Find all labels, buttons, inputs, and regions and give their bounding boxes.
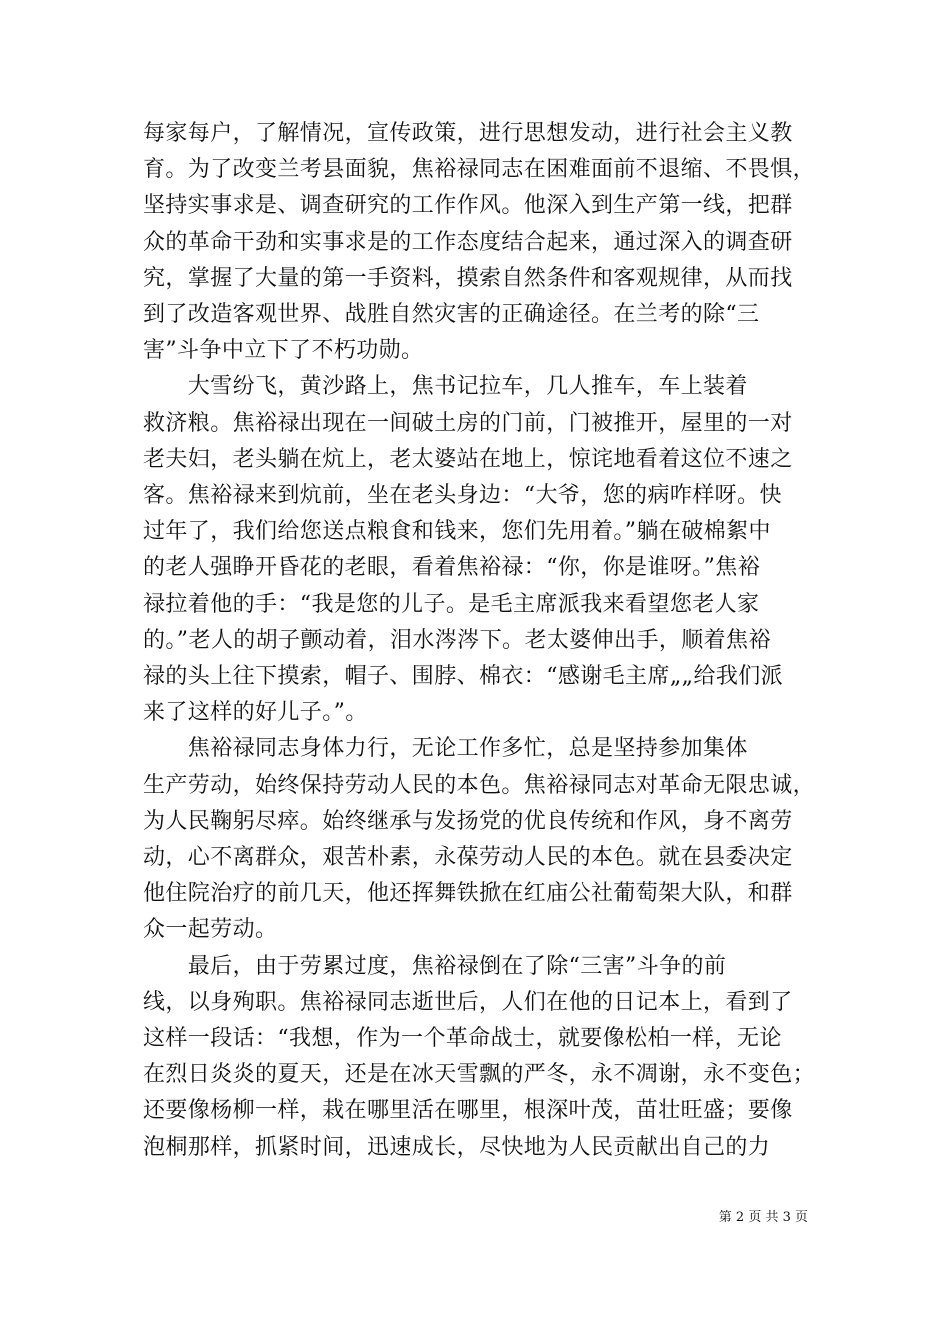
text-line: 他住院治疗的前几天，他还挥舞铁掀在红庙公社葡萄架大队，和群 [143,881,793,907]
page-number-footer: 第 2 页 共 3 页 [718,1210,808,1225]
text-line: 这样一段话：“我想，作为一个革命战士，就要像松柏一样，无论 [143,1026,782,1052]
text-line: 焦裕禄同志身体力行，无论工作多忙，总是坚持参加集体 [143,736,748,762]
text-line: 线，以身殉职。焦裕禄同志逝世后，人们在他的日记本上，看到了 [143,989,793,1015]
text-line: 到了改造客观世界、战胜自然灾害的正确途径。在兰考的除“三 [143,302,760,328]
text-line: 生产劳动，始终保持劳动人民的本色。焦裕禄同志对革命无限忠诚， [143,772,815,798]
text-line: 救济粮。焦裕禄出现在一间破土房的门前，门被推开，屋里的一对 [143,410,793,436]
text-line: 禄的头上往下摸索，帽子、围脖、棉衣：“感谢毛主席„„给我们派 [143,664,784,690]
text-line: 禄拉着他的手：“我是您的儿子。是毛主席派我来看望您老人家 [143,591,760,617]
text-line: 坚持实事求是、调查研究的工作作风。他深入到生产第一线，把群 [143,193,793,219]
text-line: 究，掌握了大量的第一手资料，摸索自然条件和客观规律，从而找 [143,265,793,291]
text-line: 客。焦裕禄来到炕前，坐在老头身边：“大爷，您的病咋样呀。快 [143,483,782,509]
text-line: 为人民鞠躬尽瘁。始终继承与发扬党的优良传统和作风，身不离劳 [143,808,793,834]
body-text [143,116,815,1166]
text-line: 的老人强睁开昏花的老眼，看着焦裕禄：“你，你是谁呀。”焦裕 [143,555,761,581]
text-line: 大雪纷飞，黄沙路上，焦书记拉车，几人推车，车上装着 [143,374,748,400]
text-line: 动，心不离群众，艰苦朴素，永葆劳动人民的本色。就在县委决定 [143,845,793,871]
text-line: 害”斗争中立下了不朽功勋。 [143,338,424,364]
text-line: 过年了，我们给您送点粮食和钱来，您们先用着。”躺在破棉絮中 [143,519,771,545]
text-line: 的。”老人的胡子颤动着，泪水涔涔下。老太婆伸出手，顺着焦裕 [143,627,771,653]
text-line: 来了这样的好儿子。”。 [143,700,368,726]
text-line: 在烈日炎炎的夏天，还是在冰天雪飘的严冬，永不凋谢，永不变色； [143,1062,815,1088]
text-line: 老夫妇，老头躺在炕上，老太婆站在地上，惊诧地看着这位不速之 [143,446,793,472]
text-line: 每家每户，了解情况，宣传政策，进行思想发动，进行社会主义教 [143,121,793,146]
text-line: 众的革命干劲和实事求是的工作态度结合起来，通过深入的调查研 [143,229,793,255]
text-line: 育。为了改变兰考县面貌，焦裕禄同志在困难面前不退缩、不畏惧， [143,157,815,183]
text-line: 众一起劳动。 [143,917,278,943]
text-line: 最后，由于劳累过度，焦裕禄倒在了除“三害”斗争的前 [143,953,727,979]
text-line: 还要像杨柳一样，栽在哪里活在哪里，根深叶茂，苗壮旺盛；要像 [143,1098,793,1124]
text-line: 泡桐那样，抓紧时间，迅速成长，尽快地为人民贡献出自己的力 [143,1134,771,1160]
